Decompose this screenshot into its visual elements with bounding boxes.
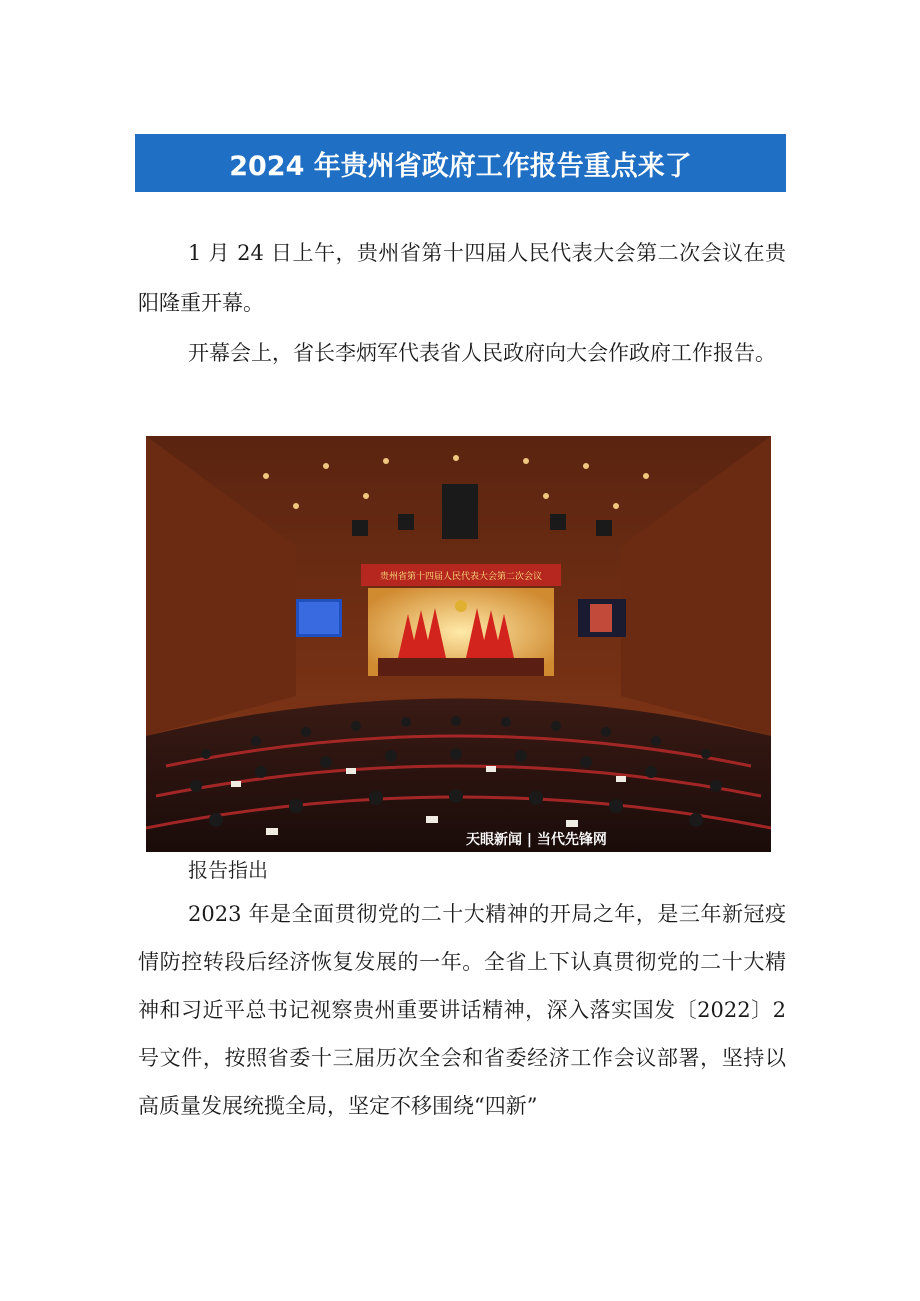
photo-caption: 报告指出 (188, 858, 268, 882)
title-banner (135, 134, 786, 192)
photo-watermark: 天眼新闻 | 当代先锋网 (466, 832, 607, 848)
stage-banner-text: 贵州省第十四届人民代表大会第二次会议 (379, 572, 543, 582)
opening-paragraph: 开幕会上，省长李炳军代表省人民政府向大会作政府工作报告。 (188, 341, 776, 365)
intro-paragraph: 1 月 24 日上午，贵州省第十四届人民代表大会第二次会议在贵阳隆重开幕。 (138, 241, 786, 315)
body-paragraph: 2023 年是全面贯彻党的二十大精神的开局之年，是三年新冠疫情防控转段后经济恢复发展的一年。全省上下认真贯彻党的二十大精神和习近平总书记视察贵州重要讲话精神，深入落实国发〔2022〕2 号文件，按照省委十三届历次全会和省委经济工作会议部署，坚持以高质量发展统揽全局，坚定不移围绕“四新” (138, 902, 786, 1118)
page-title: 2024 年贵州省政府工作报告重点来了 (229, 150, 692, 182)
conference-hall-photo (146, 436, 771, 852)
